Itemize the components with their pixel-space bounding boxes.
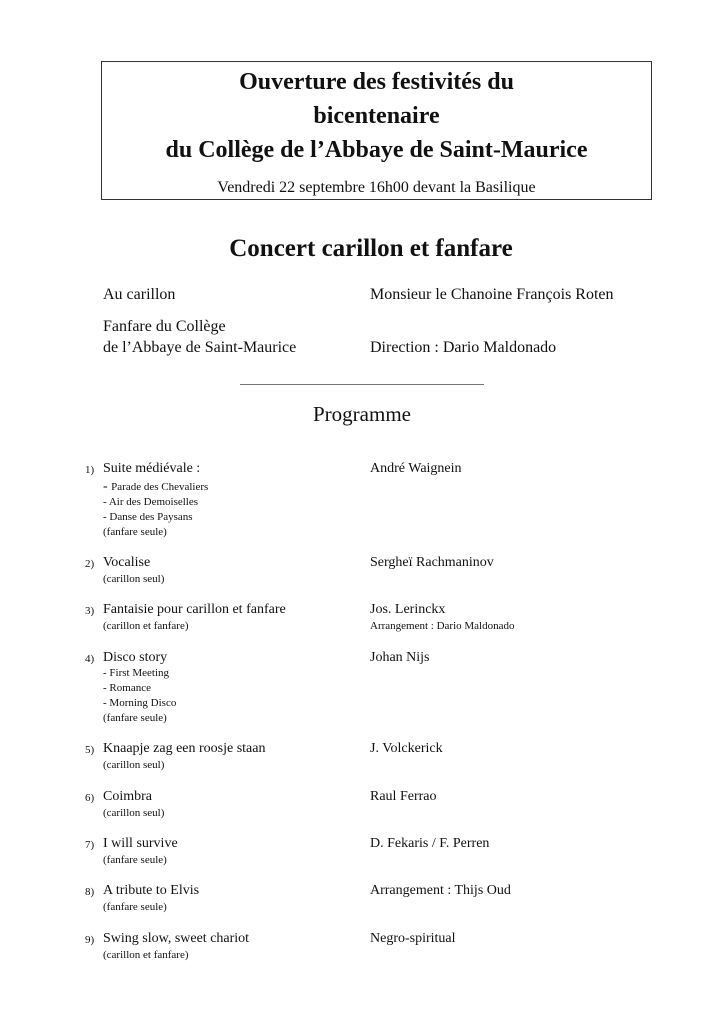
performer-direction: Direction : Dario Maldonado [370,339,557,356]
movement-item: - Air des Demoiselles [103,496,199,508]
piece-title: I will survive [103,836,178,851]
instrumentation-note: (carillon seul) [103,807,165,819]
composer: J. Volckerick [370,741,443,756]
piece-title: Fantaisie pour carillon et fanfare [103,602,286,617]
composer: Johan Nijs [370,650,430,665]
performer-name-carillon: Monsieur le Chanoine François Roten [370,286,614,303]
piece-title: A tribute to Elvis [103,883,200,898]
performer-role-fanfare-line-2: de l’Abbaye de Saint-Maurice [103,339,297,356]
item-number: 5) [85,744,95,756]
instrumentation-note: (carillon et fanfare) [103,620,189,632]
composer: Arrangement : Thijs Oud [370,883,511,898]
title-box [101,61,652,200]
item-number: 9) [85,934,95,946]
title-line-2: bicentenaire [313,103,440,129]
item-number: 4) [85,653,95,665]
instrumentation-note: (fanfare seule) [103,854,167,866]
item-number: 7) [85,839,95,851]
composer: Jos. Lerinckx [370,602,446,617]
performer-role-carillon: Au carillon [103,286,176,303]
programme-heading: Programme [313,402,411,426]
instrumentation-note: (carillon seul) [103,759,165,771]
movement-item: - Danse des Paysans [103,511,193,523]
piece-title: Disco story [103,650,168,665]
concert-heading: Concert carillon et fanfare [229,235,513,262]
performer-role-fanfare-line-1: Fanfare du Collège [103,318,226,335]
item-number: 3) [85,605,95,617]
item-number: 8) [85,886,95,898]
instrumentation-note: (fanfare seule) [103,526,167,538]
composer: André Waignein [370,461,462,476]
movement-item: - Parade des Chevaliers [103,479,209,494]
title-line-3: du Collège de l’Abbaye de Saint-Maurice [165,137,588,163]
movement-item: - Romance [103,682,151,694]
event-date-location: Vendredi 22 septembre 16h00 devant la Basilique [217,179,536,196]
arrangement: Arrangement : Dario Maldonado [370,620,515,632]
movement-item: - First Meeting [103,667,170,679]
piece-title: Vocalise [103,555,151,570]
piece-title: Coimbra [103,789,152,804]
instrumentation-note: (carillon et fanfare) [103,949,189,961]
instrumentation-note: (fanfare seule) [103,712,167,724]
piece-title: Suite médiévale : [103,461,201,476]
composer: Raul Ferrao [370,789,437,804]
movement-item: - Morning Disco [103,697,177,709]
separator-line [240,384,484,385]
instrumentation-note: (fanfare seule) [103,901,167,913]
composer: Negro-spiritual [370,931,456,946]
item-number: 6) [85,792,95,804]
composer: Sergheï Rachmaninov [370,555,494,570]
item-number: 2) [85,558,95,570]
title-line-1: Ouverture des festivités du [239,69,514,95]
item-number: 1) [85,464,95,476]
piece-title: Swing slow, sweet chariot [103,931,250,946]
composer: D. Fekaris / F. Perren [370,836,490,851]
piece-title: Knaapje zag een roosje staan [103,741,266,756]
instrumentation-note: (carillon seul) [103,573,165,585]
